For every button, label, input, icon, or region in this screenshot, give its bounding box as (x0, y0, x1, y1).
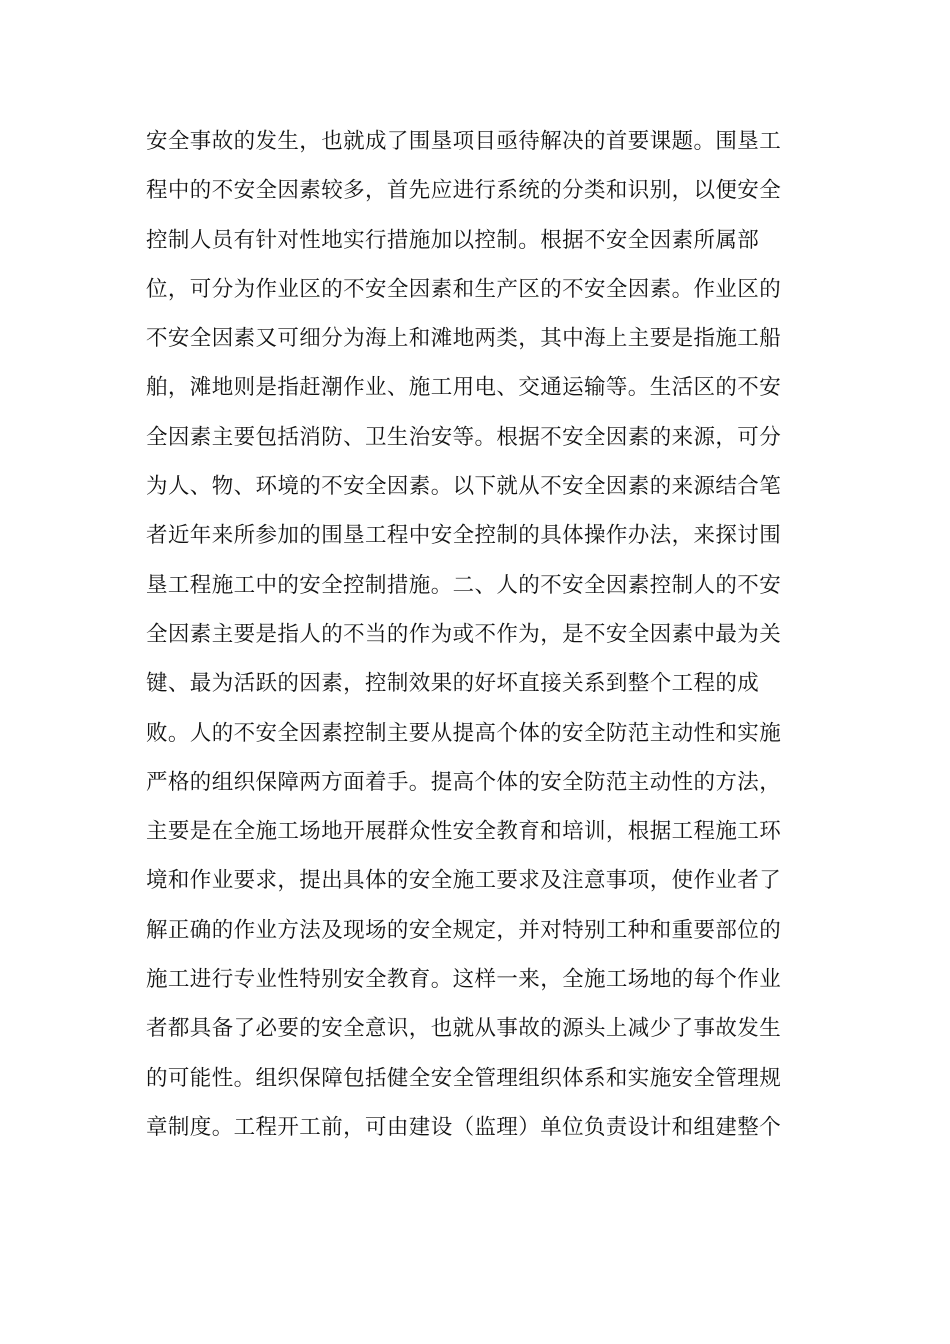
text-line: 位，可分为作业区的不安全因素和生产区的不安全因素。作业区的 (146, 276, 782, 302)
text-line: 不安全因素又可细分为海上和滩地两类，其中海上主要是指施工船 (146, 326, 782, 352)
text-line: 控制人员有针对性地实行措施加以控制。根据不安全因素所属部 (146, 227, 760, 253)
text-line: 垦工程施工中的安全控制措施。二、人的不安全因素控制人的不安 (146, 572, 782, 598)
text-line: 境和作业要求，提出具体的安全施工要求及注意事项，使作业者了 (146, 868, 782, 894)
text-line: 者近年来所参加的围垦工程中安全控制的具体操作办法，来探讨围 (146, 523, 782, 549)
text-line: 舶，滩地则是指赶潮作业、施工用电、交通运输等。生活区的不安 (146, 375, 782, 401)
text-line: 解正确的作业方法及现场的安全规定，并对特别工种和重要部位的 (146, 917, 782, 943)
text-line: 的可能性。组织保障包括健全安全管理组织体系和实施安全管理规 (146, 1065, 782, 1091)
text-line: 全因素主要是指人的不当的作为或不作为，是不安全因素中最为关 (146, 621, 782, 647)
text-line: 施工进行专业性特别安全教育。这样一来，全施工场地的每个作业 (146, 967, 782, 993)
text-line: 全因素主要包括消防、卫生治安等。根据不安全因素的来源，可分 (146, 424, 782, 450)
text-line: 者都具备了必要的安全意识，也就从事故的源头上减少了事故发生 (146, 1016, 782, 1042)
text-line: 程中的不安全因素较多，首先应进行系统的分类和识别，以便安全 (146, 178, 782, 204)
text-line: 章制度。工程开工前，可由建设（监理）单位负责设计和组建整个 (146, 1114, 782, 1140)
text-line: 为人、物、环境的不安全因素。以下就从不安全因素的来源结合笔 (146, 474, 782, 500)
text-line: 安全事故的发生，也就成了围垦项目亟待解决的首要课题。围垦工 (146, 129, 782, 154)
text-line: 败。人的不安全因素控制主要从提高个体的安全防范主动性和实施 (146, 720, 782, 746)
body-text (146, 117, 806, 1152)
text-line: 主要是在全施工场地开展群众性安全教育和培训，根据工程施工环 (146, 819, 782, 845)
text-line: 键、最为活跃的因素，控制效果的好坏直接关系到整个工程的成 (146, 671, 760, 697)
text-line: 严格的组织保障两方面着手。提高个体的安全防范主动性的方法， (146, 769, 782, 795)
